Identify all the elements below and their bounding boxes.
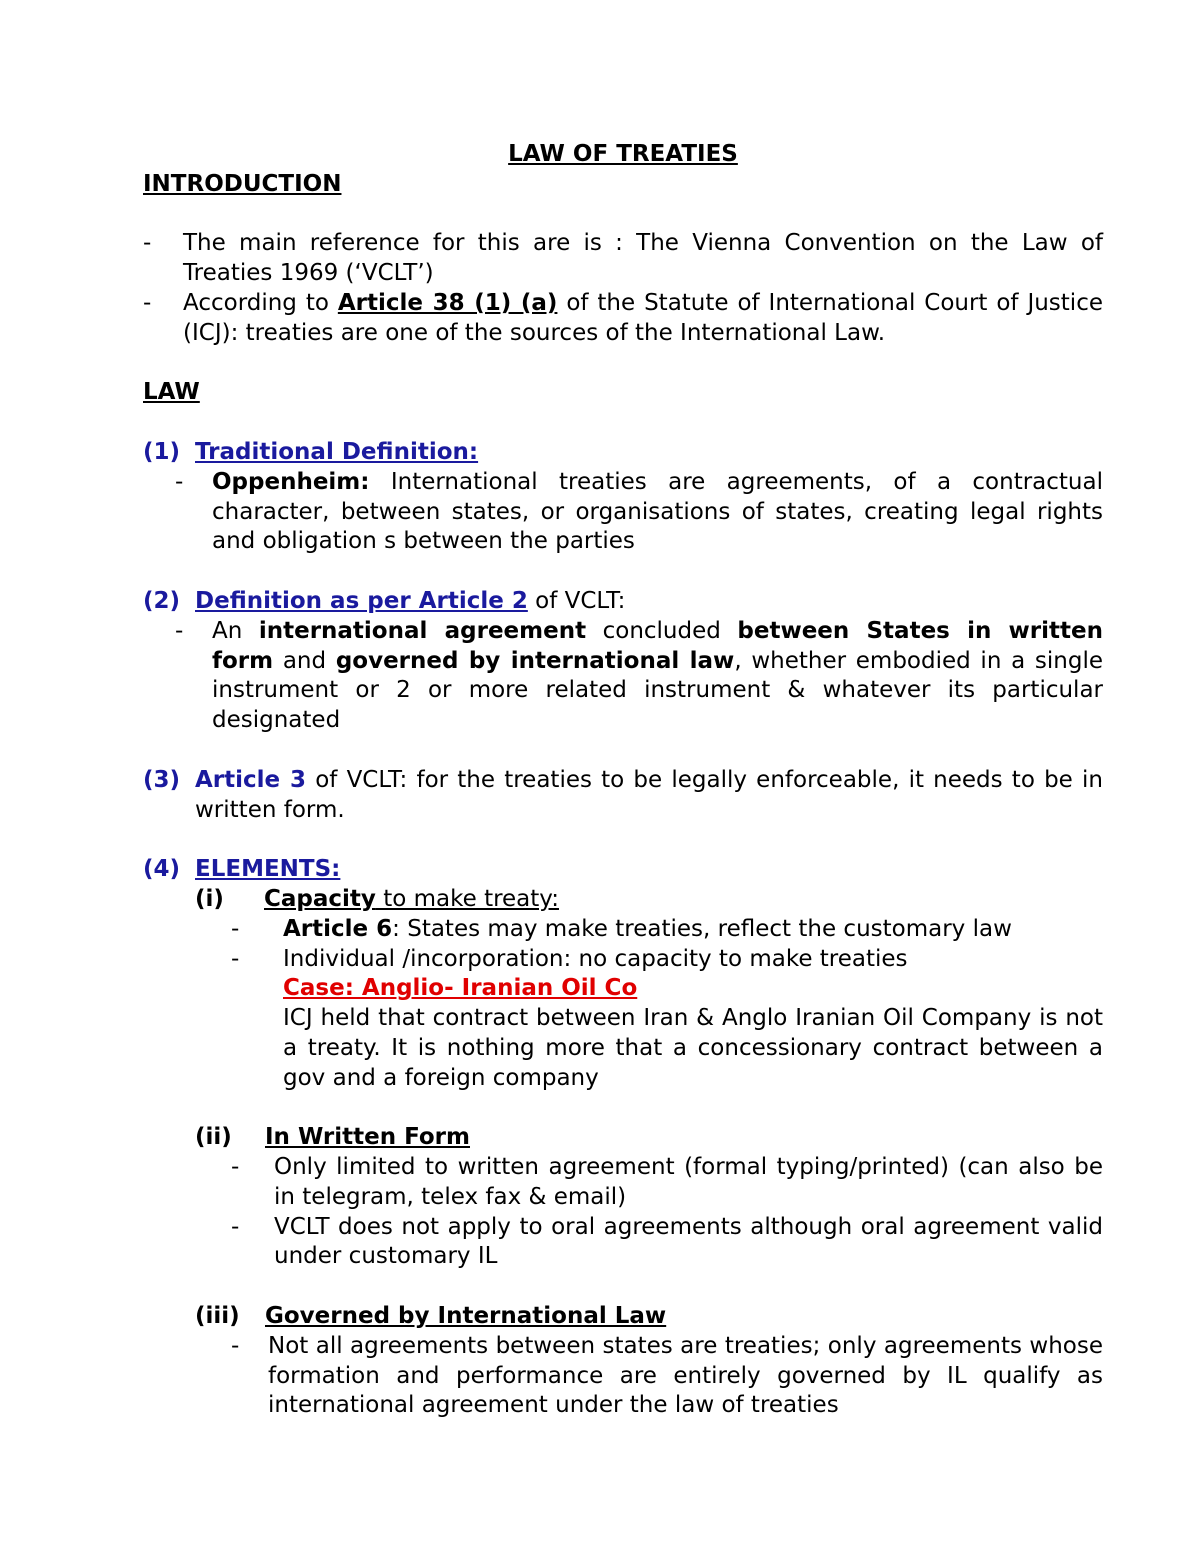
capacity-label: Capacity: [264, 885, 376, 912]
bullet-marker: -: [231, 945, 240, 972]
intro-bullet-1: [143, 229, 1103, 289]
element-iii-header: [143, 1302, 1103, 1332]
capacity-label-tail: to make treaty:: [375, 885, 559, 912]
section-2-bullet-text: [212, 617, 1103, 736]
bullet-marker: -: [231, 915, 240, 942]
section-2-title: Definition as per Article 2: [195, 587, 528, 614]
oppenheim-label: Oppenheim:: [212, 468, 370, 495]
case-text: ICJ held that contract between Iran & Anglo Iranian Oil Company is not a treaty. It is nothing more that a concessionary contract between a gov and a foreign company: [283, 1005, 1103, 1091]
article-38-reference: Article 38 (1) (a): [337, 289, 558, 316]
element-iii-title: Governed by International Law: [265, 1303, 667, 1330]
bold-run: governed by international law: [335, 647, 735, 674]
section-3-body: of VCLT: for the treaties to be legally enforceable, it needs to be in written form.: [195, 766, 1103, 823]
bullet-marker: -: [175, 468, 184, 495]
section-3-number: (3): [143, 766, 181, 793]
element-i-bullet-2-text: Individual /incorporation: no capacity to make treaties: [283, 945, 908, 972]
section-1-title: Traditional Definition:: [195, 438, 479, 465]
section-1-number: (1): [143, 438, 181, 465]
section-2-bullet: [143, 617, 1103, 736]
element-iii-bullet-1-text: Not all agreements between states are treaties; only agreements whose formation and performance are entirely governed by IL qualify as international agreement under the law of treaties: [268, 1332, 1103, 1419]
intro-bullet-1-text: The main reference for this are is : The Vienna Convention on the Law of Treaties 1969 (‘VCLT’): [183, 230, 1103, 287]
element-ii-bullet-1-text: Only limited to written agreement (formal typing/printed) (can also be in telegram, telex fax & email): [274, 1154, 1103, 1210]
case-title: Case: Anglio- Iranian Oil Co: [283, 975, 638, 1002]
text-run: and: [273, 647, 336, 674]
element-i-bullet-1: [143, 915, 1103, 945]
text-run: , whether embodied in a single instrument or 2 or more related instrument & whatever its particular designated: [212, 647, 1103, 734]
section-3-title: Article 3: [195, 766, 307, 793]
element-ii-bullet-1: [143, 1153, 1103, 1213]
element-iii-number: (iii): [195, 1303, 240, 1330]
law-heading: LAW: [143, 379, 200, 406]
element-ii-title: In Written Form: [265, 1124, 470, 1151]
element-i-number: (i): [195, 885, 224, 912]
document-title: LAW OF TREATIES: [508, 141, 738, 167]
bullet-marker: -: [143, 289, 152, 316]
bullet-marker: -: [143, 230, 152, 257]
bold-run: international agreement: [258, 617, 587, 644]
intro-bullet-2-lead: According to: [183, 289, 338, 316]
section-1-bullet-text: [212, 468, 1103, 557]
section-4-header: [143, 855, 1103, 885]
bullet-marker: -: [175, 617, 184, 644]
intro-bullet-2-tail: of the Statute of International Court of Justice (ICJ): treaties are one of the sources of the International Law.: [183, 289, 1103, 346]
article-6-text: : States may make treaties, reflect the customary law: [392, 915, 1012, 942]
introduction-heading: INTRODUCTION: [143, 170, 342, 197]
section-2-header: [143, 587, 1103, 617]
element-iii-bullet-1: [143, 1332, 1103, 1421]
bold-run: between States in written form: [212, 617, 1103, 674]
intro-bullet-2-text: [183, 289, 1103, 349]
section-2-title-tail: of VCLT:: [527, 587, 626, 614]
section-4-number: (4): [143, 856, 181, 883]
section-1-bullet: [143, 468, 1103, 557]
bullet-marker: -: [231, 1154, 240, 1181]
element-i-title: [264, 885, 559, 915]
section-1-header: [143, 438, 1103, 468]
text-run: concluded: [586, 617, 738, 644]
section-2-number: (2): [143, 587, 181, 614]
element-i-header: [143, 885, 1103, 915]
element-ii-number: (ii): [195, 1124, 232, 1151]
section-3-text: [195, 766, 1103, 826]
bullet-marker: -: [231, 1332, 240, 1359]
oppenheim-definition: International treaties are agreements, of a contractual character, between states, or organisations of states, creating legal rights and obligation s between the parties: [212, 468, 1103, 555]
element-i-bullet-2: [143, 945, 1103, 975]
section-4-title: ELEMENTS:: [195, 856, 341, 883]
text-run: An: [212, 617, 259, 644]
element-i-bullet-1-text: [283, 915, 1103, 945]
element-ii-header: [143, 1123, 1103, 1153]
element-ii-bullet-2: [143, 1213, 1103, 1273]
intro-bullet-2: [143, 289, 1103, 349]
article-6-label: Article 6: [283, 915, 393, 942]
section-3: [143, 766, 1103, 826]
bullet-marker: -: [231, 1213, 240, 1240]
document-page: [143, 140, 1103, 1421]
element-ii-bullet-2-text: VCLT does not apply to oral agreements although oral agreement valid under customary IL: [274, 1213, 1103, 1270]
